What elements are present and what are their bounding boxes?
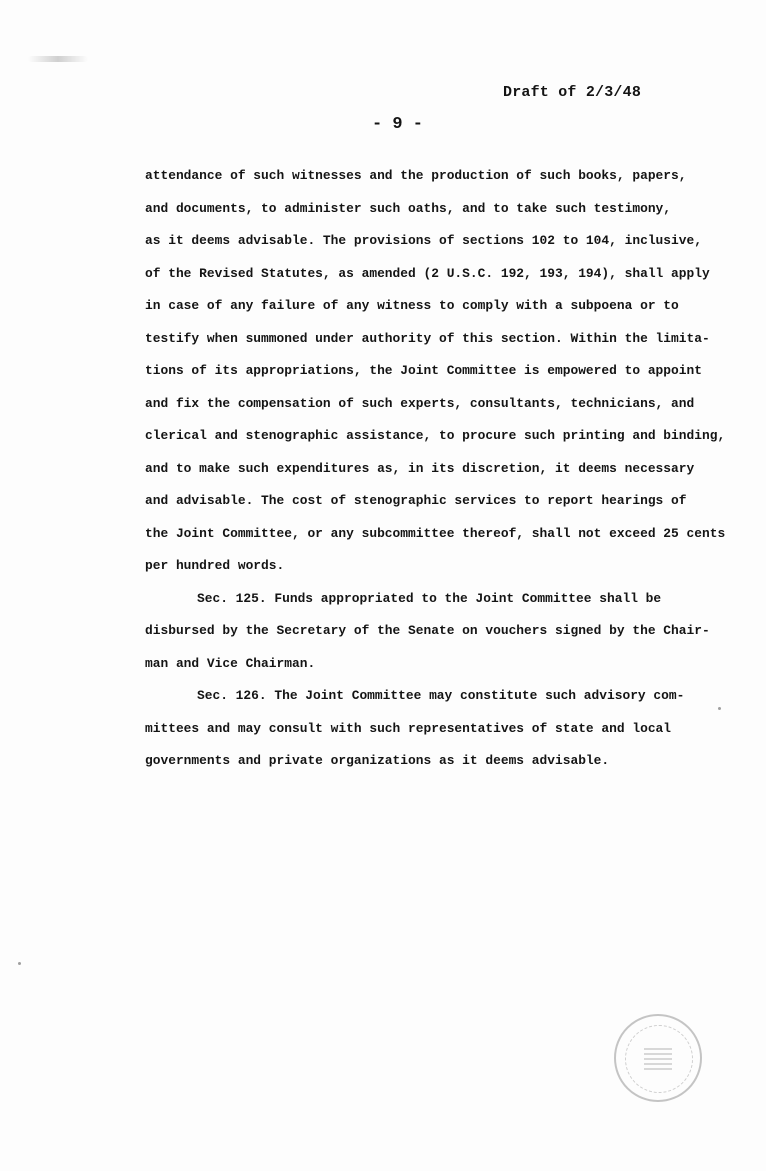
body-line: of the Revised Statutes, as amended (2 U.S.C. 192, 193, 194), shall apply (145, 265, 710, 281)
document-body (145, 160, 726, 778)
body-line: attendance of such witnesses and the production of such books, papers, (145, 168, 687, 183)
body-line: disbursed by the Secretary of the Senate on vouchers signed by the Chair- (145, 623, 710, 638)
scan-speck (18, 962, 21, 965)
body-line: as it deems advisable. The provisions of sections 102 to 104, inclusive, (145, 233, 702, 248)
body-line: in case of any failure of any witness to comply with a subpoena or to (145, 298, 679, 313)
section-125-line: Sec. 125. Funds appropriated to the Joint Committee shall be (197, 590, 662, 606)
archive-seal-icon (614, 1014, 702, 1102)
scan-speck (718, 707, 721, 710)
body-line: and to make such expenditures as, in its discretion, it deems necessary (145, 460, 695, 476)
body-line: and documents, to administer such oaths, and to take such testimony, (145, 200, 672, 216)
body-line: tions of its appropriations, the Joint Committee is empowered to appoint (145, 363, 702, 378)
body-line: clerical and stenographic assistance, to procure such printing and binding, (145, 428, 726, 443)
body-line: mittees and may consult with such representatives of state and local (145, 720, 672, 736)
scan-edge-mark (28, 56, 88, 62)
body-line: and fix the compensation of such experts, consultants, technicians, and (145, 395, 695, 411)
body-line: the Joint Committee, or any subcommittee thereof, shall not exceed 25 cents (145, 525, 726, 541)
body-line: and advisable. The cost of stenographic services to report hearings of (145, 493, 687, 508)
body-line: man and Vice Chairman. (145, 655, 316, 671)
body-line: governments and private organizations as it deems advisable. (145, 753, 610, 768)
section-126-line: Sec. 126. The Joint Committee may constitute such advisory com- (197, 688, 685, 703)
page-number: - 9 - (372, 115, 424, 134)
body-line: per hundred words. (145, 558, 285, 573)
draft-date: Draft of 2/3/48 (503, 84, 642, 101)
body-line: testify when summoned under authority of this section. Within the limita- (145, 330, 710, 346)
